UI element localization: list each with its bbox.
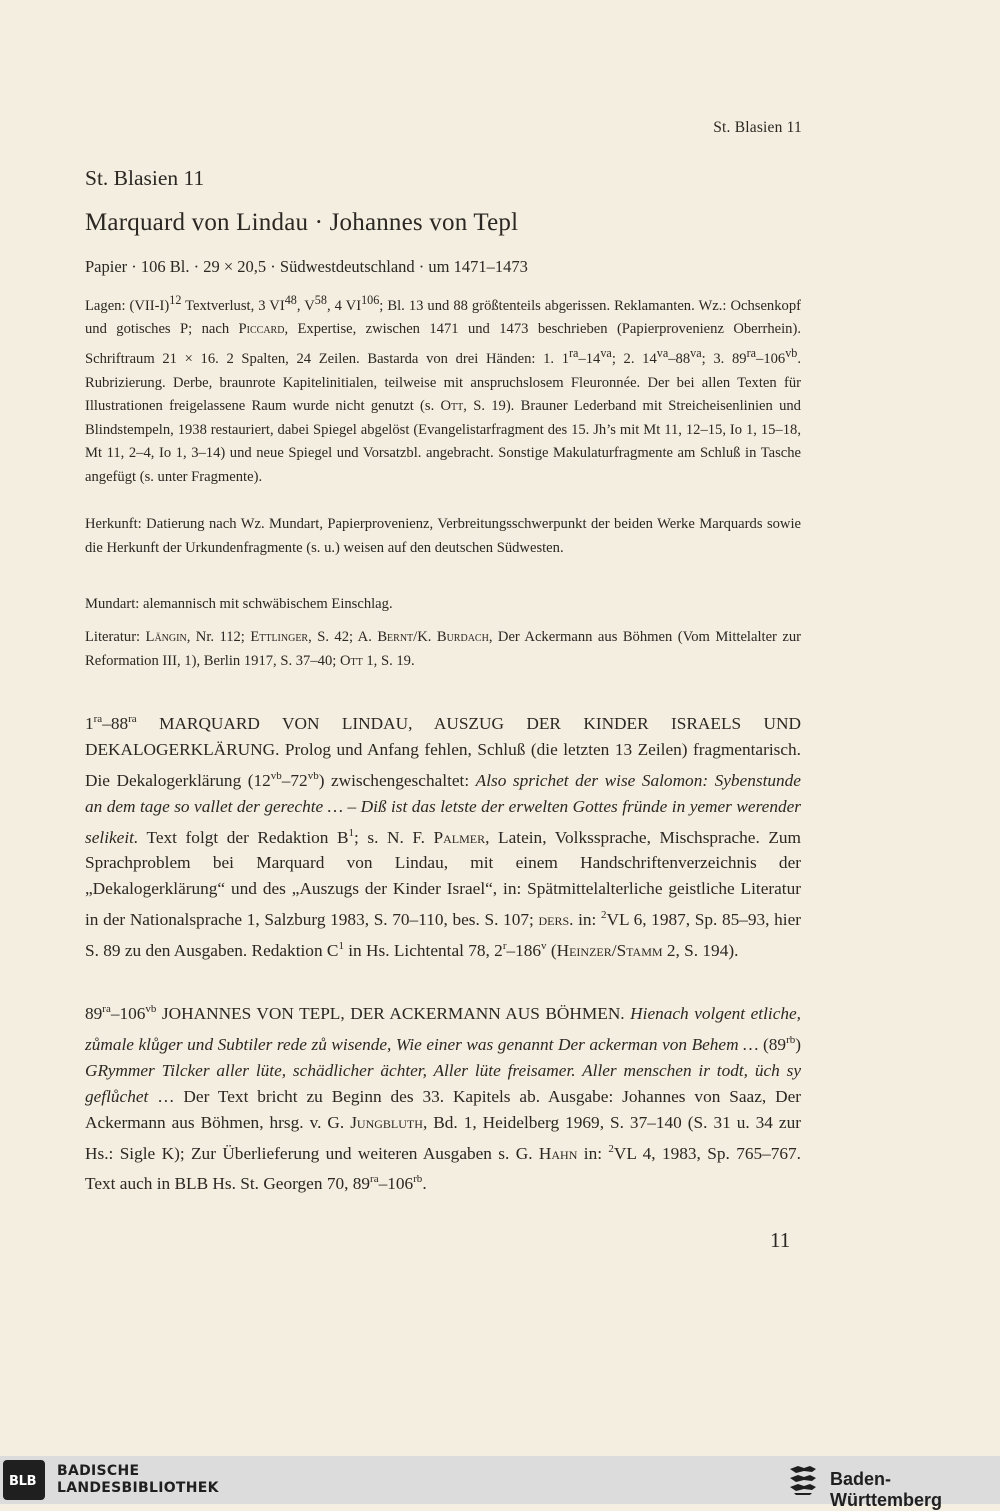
library-name[interactable]: BADISCHE LANDESBIBLIOTHEK (57, 1463, 219, 1496)
footer-bar (0, 1456, 1000, 1510)
page-number: 11 (770, 1228, 791, 1252)
state-lions-icon (786, 1463, 820, 1497)
state-name[interactable]: Baden-Württemberg (830, 1469, 942, 1510)
section-tepl: $89^{ra}-106^{vb}$ JOHANNES VON TEPL, DER ACKERMANN AUS BÖHMEN. Hienach volgent etliche, zůmale klůger und Subtiler rede zů wisende, Wie einer was genannt Der ackerman von Behem … $(89^{rb})$ GRymmer Tilcker aller lüte, schädlicher ächter, Aller lüte freisamer. Aller menschen ir todt, üch sy geflůchet … Der Text bricht zu Beginn des 33. Kapitels ab. Ausgabe: Johannes von Saaz, Der Ackermann aus Böhmen, hrsg. v. G. Jungbluth, Bd. 1, Heidelberg 1969, S. 37–140 (S. 31 u. 34 zur Hs.: Sigle K); Zur Überlieferung und weiteren Ausgaben s. G. Hahn in: $^2$VL 4, 1983, Sp. 765–767. Text auch in BLB Hs. St. Georgen 70, $89^{ra}-106^{rb}$. (85, 1003, 802, 1194)
herkunft-paragraph: Herkunft: Datierung nach Wz. Mundart, Papierprovenienz, Verbreitungsschwerpunkt der beiden Werke Marquards sowie die Herkunft der Urkundenfragmente (s. u.) weisen auf den deutschen Südwesten. (85, 516, 801, 556)
section-heading: MARQUARD VON LINDAU, AUSZUG DER KINDER ISRAELS UND DEKALOGERKLÄRUNG (85, 713, 801, 759)
blb-logo[interactable] (3, 1460, 45, 1500)
entry-subtitle: Papier · 106 Bl. · 29 × 20,5 · Südwestdeutschland · um 1471–1473 (85, 257, 528, 276)
section-heading: JOHANNES VON TEPL, DER ACKERMANN AUS BÖHMEN (156, 1003, 621, 1023)
section-marquard: $1^{ra}-88^{ra}$ MARQUARD VON LINDAU, AUSZUG DER KINDER ISRAELS UND DEKALOGERKLÄRUNG. Prolog und Anfang fehlen, Schluß (die letzten 13 Zeilen) fragmentarisch. Die Dekalogerklärung $(12^{vb}-72^{vb})$ zwischengeschaltet: Also sprichet der wise Salomon: Sybenstunde an dem tage so vallet der gerechte … – Diß ist das letste der erwelten Gottes fründe in yemer werender selikeit. Text folgt der Redaktion $B^1$; s. N. F. Palmer, Latein, Volkssprache, Mischsprache. Zum Sprachproblem bei Marquard von Lindau, mit einem Handschriftenverzeichnis der „Dekalogerklärung“ und des „Auszugs der Kinder Israel“, in: Spätmittelalterliche geistliche Literatur in der Nationalsprache 1, Salzburg 1983, S. 70–110, bes. S. 107; ders. in: $^2$VL 6, 1987, Sp. 85–93, hier S. 89 zu den Ausgaben. Redaktion $C^1$ in Hs. Lichtental 78, 2$^r$–186$^v$ (Heinzer/Stamm 2, S. 194). (85, 713, 802, 960)
lagen-paragraph: Lagen: $(VII-I)^{12}$ Textverlust, 3 VI$^{48}$, $V^{58}$, 4 VI$^{106}$; Bl. 13 und 88 größtenteils abgerissen. Reklamanten. Wz.: Ochsenkopf und gotisches P; nach Piccard, Expertise, zwischen 1471 und 1473 beschrieben (Papierprovenienz Oberrhein). Schriftraum 21 × 16. 2 Spalten, 24 Zeilen. Bastarda von drei Händen: 1. $1^{ra}-14^{va}$; 2. $14^{va}-88^{va}$; 3. $89^{ra}-106^{vb}$. Rubrizierung. Derbe, braunrote Kapitelinitialen, teilweise mit anspruchslosem Fleuronnée. Der bei allen Texten für Illustrationen freigelassene Raum wurde nicht genutzt (s. Ott, S. 19). Brauner Lederband mit Streicheisenlinien und Blindstempeln, 1938 restauriert, dabei Spiegel abgelöst (Evangelistarfragment des 15. Jh’s mit Mt 11, 12–15, Io 1, 15–18, Mt 11, 2–4, Io 1, 3–14) und neue Spiegel und Vorsatzbl. angebracht. Sonstige Makulaturfragmente am Schluß in Tasche angefügt (s. unter Fragmente). (85, 293, 802, 485)
blb-logo-text: BLB (9, 1474, 37, 1489)
literatur-paragraph: Literatur: Längin, Nr. 112; Ettlinger, S. 42; A. Bernt/K. Burdach, Der Ackermann aus Böhmen (Vom Mittelalter zur Reformation III, 1), Berlin 1917, S. 37–40; Ott 1, S. 19. (85, 629, 801, 669)
entry-title: Marquard von Lindau · Johannes von Tepl (85, 209, 519, 236)
running-head: St. Blasien 11 (713, 119, 802, 136)
shelfmark-heading: St. Blasien 11 (85, 166, 205, 190)
mundart-paragraph: Mundart: alemannisch mit schwäbischem Einschlag. (85, 596, 393, 612)
